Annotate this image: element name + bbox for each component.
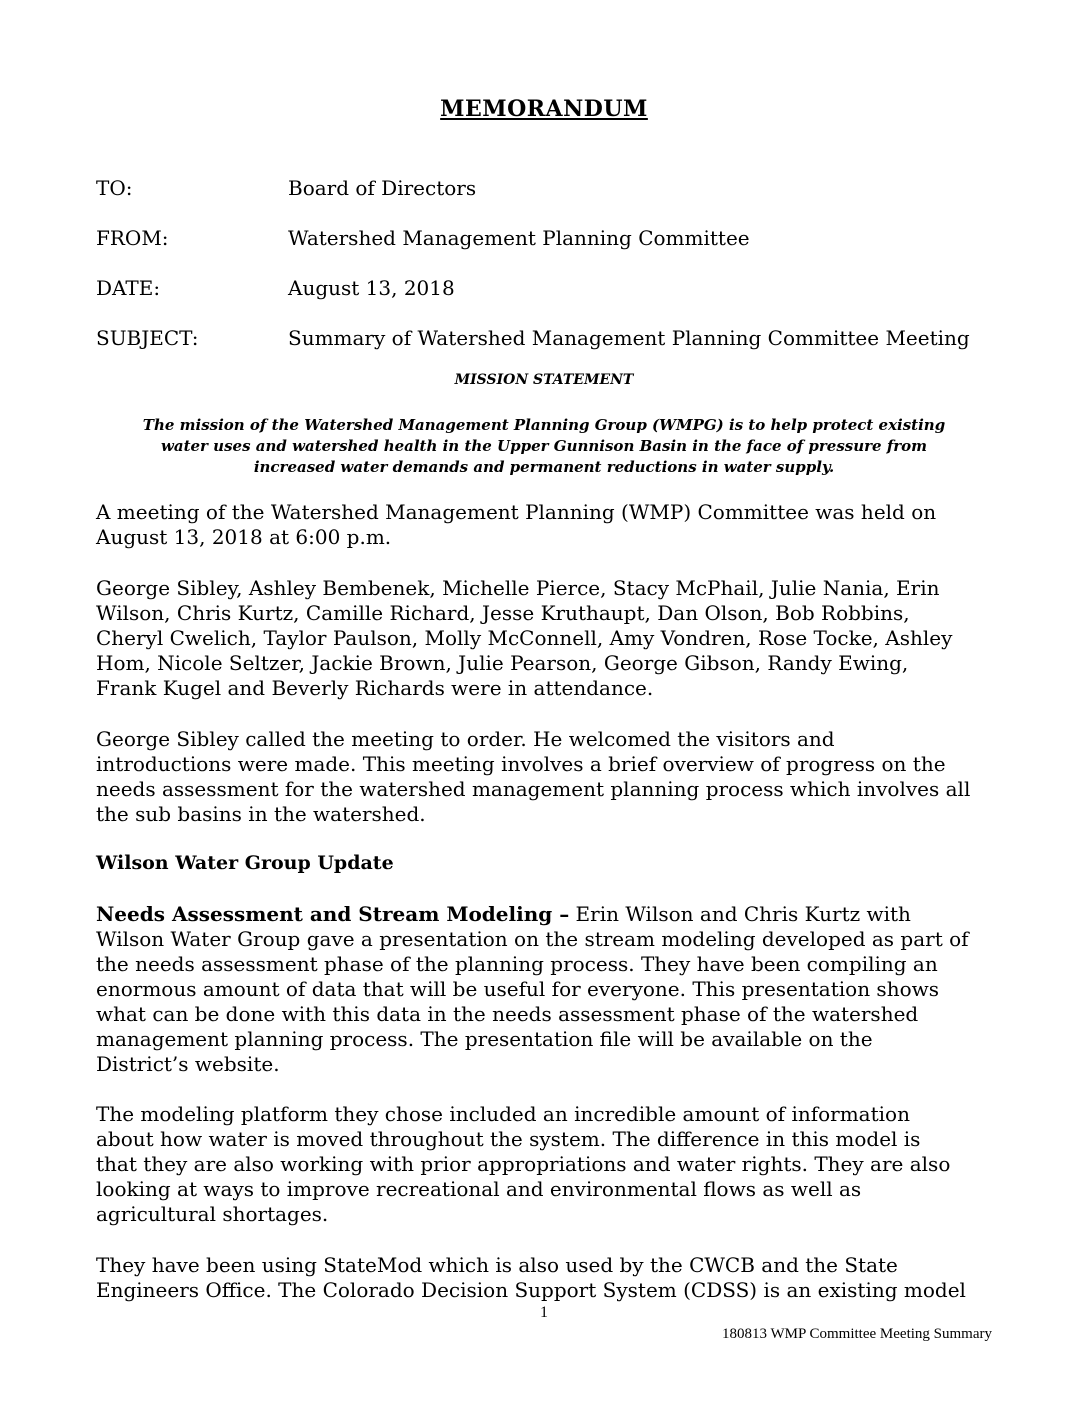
- mission-line: increased water demands and permanent reductions in water supply.: [253, 458, 835, 476]
- subject-label: SUBJECT:: [96, 326, 199, 350]
- text-line: the sub basins in the watershed.: [96, 802, 426, 826]
- text-line: George Sibley called the meeting to order. He welcomed the visitors and: [96, 727, 835, 751]
- text-line: Engineers Office. The Colorado Decision Support System (CDSS) is an existing model: [96, 1278, 966, 1302]
- page-number: 1: [540, 1304, 548, 1321]
- text-line: [96, 902, 996, 927]
- text-line: George Sibley, Ashley Bembenek, Michelle Pierce, Stacy McPhail, Julie Nania, Erin: [96, 576, 940, 600]
- text-line: They have been using StateMod which is also used by the CWCB and the State: [96, 1253, 898, 1277]
- text-line: introductions were made. This meeting involves a brief overview of progress on the: [96, 752, 946, 776]
- footer-text: 180813 WMP Committee Meeting Summary: [722, 1326, 992, 1342]
- from-label: FROM:: [96, 226, 169, 250]
- text-line: Wilson, Chris Kurtz, Camille Richard, Jesse Kruthaupt, Dan Olson, Bob Robbins,: [96, 601, 910, 625]
- meeting-paragraph: [96, 500, 996, 550]
- text-line: what can be done with this data in the needs assessment phase of the watershed: [96, 1002, 919, 1026]
- text-line: Cheryl Cwelich, Taylor Paulson, Molly McConnell, Amy Vondren, Rose Tocke, Ashley: [96, 626, 953, 650]
- needs-assessment-paragraph: [96, 902, 996, 1077]
- to-label: TO:: [96, 176, 133, 200]
- text-segment: Erin Wilson and Chris Kurtz with: [569, 902, 911, 926]
- text-line: looking at ways to improve recreational and environmental flows as well as: [96, 1177, 862, 1201]
- mission-statement-title: MISSION STATEMENT: [454, 372, 634, 388]
- mission-statement-text: [96, 415, 992, 478]
- text-line: Frank Kugel and Beverly Richards were in attendance.: [96, 676, 654, 700]
- text-line: management planning process. The presentation file will be available on the: [96, 1027, 873, 1051]
- text-line: the needs assessment phase of the planning process. They have been compiling an: [96, 952, 938, 976]
- date-label: DATE:: [96, 276, 161, 300]
- date-value: August 13, 2018: [288, 276, 455, 300]
- text-line: August 13, 2018 at 6:00 p.m.: [96, 525, 392, 549]
- modeling-platform-paragraph: [96, 1102, 996, 1227]
- subject-value: Summary of Watershed Management Planning Committee Meeting: [288, 326, 970, 350]
- attendance-paragraph: [96, 576, 996, 701]
- to-value: Board of Directors: [288, 176, 477, 200]
- from-value: Watershed Management Planning Committee: [288, 226, 750, 250]
- section-heading: Wilson Water Group Update: [96, 852, 394, 874]
- text-line: The modeling platform they chose included an incredible amount of information: [96, 1102, 910, 1126]
- mission-line: water uses and watershed health in the Upper Gunnison Basin in the face of pressure from: [160, 437, 928, 455]
- text-line: about how water is moved throughout the system. The difference in this model is: [96, 1127, 921, 1151]
- text-line: Wilson Water Group gave a presentation on the stream modeling developed as part of: [96, 927, 969, 951]
- text-line: that they are also working with prior appropriations and water rights. They are also: [96, 1152, 951, 1176]
- header-to-row: [96, 176, 996, 200]
- statemod-paragraph: [96, 1253, 996, 1303]
- text-line: District’s website.: [96, 1052, 280, 1076]
- mission-line: The mission of the Watershed Management Planning Group (WMPG) is to help protect existing: [142, 416, 946, 434]
- text-line: A meeting of the Watershed Management Planning (WMP) Committee was held on: [96, 500, 937, 524]
- text-line: Hom, Nicole Seltzer, Jackie Brown, Julie Pearson, George Gibson, Randy Ewing,: [96, 651, 909, 675]
- needs-assessment-lead: Needs Assessment and Stream Modeling –: [96, 902, 570, 926]
- header-date-row: [96, 276, 996, 300]
- call-to-order-paragraph: [96, 727, 996, 827]
- text-line: agricultural shortages.: [96, 1202, 329, 1226]
- text-line: needs assessment for the watershed management planning process which involves all: [96, 777, 971, 801]
- header-from-row: [96, 226, 996, 250]
- memo-title: MEMORANDUM: [440, 96, 648, 122]
- text-line: enormous amount of data that will be useful for everyone. This presentation shows: [96, 977, 939, 1001]
- header-subject-row: [96, 326, 996, 350]
